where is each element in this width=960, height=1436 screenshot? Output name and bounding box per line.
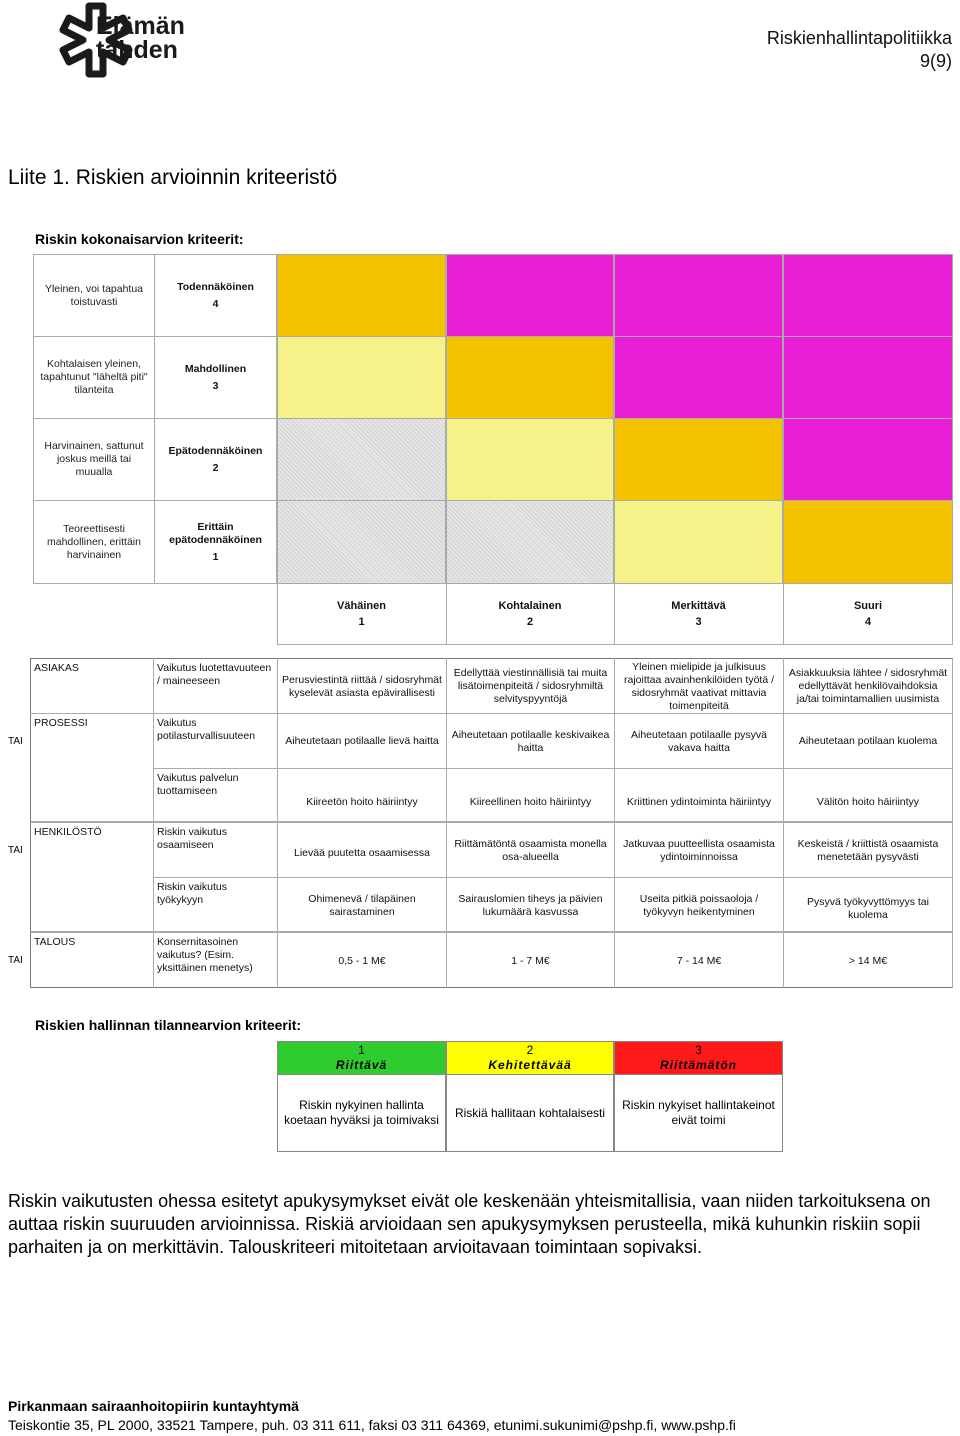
criteria-cell: Kiireellinen hoito häiriintyy xyxy=(469,795,592,808)
group-name: ASIAKAS xyxy=(34,662,79,674)
footer-org: Pirkanmaan sairaanhoitopiirin kuntayhtymä xyxy=(8,1398,299,1414)
matrix-cell xyxy=(277,336,446,419)
document-title: Riskienhallintapolitiikka xyxy=(766,28,952,48)
matrix-cell xyxy=(783,418,953,501)
criteria-label: Vaikutus palvelun tuottamiseen xyxy=(157,772,239,797)
criteria-cell: Ohimenevä / tilapäinen sairastaminen xyxy=(308,892,416,918)
matrix-row-level: Mahdollinen 3 xyxy=(154,336,277,419)
severity-label: Kohtalainen 2 xyxy=(498,600,562,628)
criteria-cell: Riittämätöntä osaamista monella osa-alueella xyxy=(454,837,607,863)
status-desc: Riskiä hallitaan kohtalaisesti xyxy=(446,1074,614,1152)
group-name: TALOUS xyxy=(34,936,76,948)
criteria-label: Riskin vaikutus työkykyyn xyxy=(157,881,228,906)
criteria-cell: Perusviestintä riittää / sidosryhmät kyselevät asiasta epävirallisesti xyxy=(282,673,442,699)
criteria-label: Riskin vaikutus osaamiseen xyxy=(157,826,228,851)
matrix-cell xyxy=(783,254,953,337)
matrix-cell xyxy=(614,418,783,501)
tai-label: TAI xyxy=(8,955,23,966)
explanation-paragraph: Riskin vaikutusten ohessa esitetyt apukysymykset eivät ole keskenään yhteismitallisia, vaan niiden tarkoituksena on auttaa riskin suuruuden arvioinnissa. Riskiä arvioidaan sen apukysymyksen perusteella, mikä kuhunkin riskiin sopii parhaiten ja on merkittävin. Talouskriteeri mitoitetaan arvioitavaan toimintaan sopivaksi. xyxy=(8,1191,931,1257)
criteria-cell: Kiireetön hoito häiriintyy xyxy=(306,795,418,808)
criteria-cell: Välitön hoito häiriintyy xyxy=(816,795,920,808)
matrix-row-desc: Yleinen, voi tapahtua toistuvasti xyxy=(33,254,155,337)
matrix-row-desc: Harvinainen, sattunut joskus meillä tai muualla xyxy=(33,418,155,501)
criteria-cell: Lievää puutetta osaamisessa xyxy=(293,847,430,859)
criteria-cell: 7 - 14 M€ xyxy=(676,954,722,967)
criteria-cell: > 14 M€ xyxy=(848,954,888,967)
matrix-cell xyxy=(446,336,614,419)
matrix-row-desc: Kohtalaisen yleinen, tapahtunut "läheltä piti" tilanteita xyxy=(33,336,155,419)
status-title: Riskien hallinnan tilannearvion kriteerit: xyxy=(35,1017,302,1033)
status-level-3: 3 Riittämätön xyxy=(614,1041,783,1075)
page-heading: Liite 1. Riskien arvioinnin kriteeristö xyxy=(8,166,338,189)
matrix-row-level: Erittäin epätodennäköinen 1 xyxy=(154,500,277,584)
status-desc: Riskin nykyiset hallintakeinot eivät toimi xyxy=(614,1074,783,1152)
severity-label: Merkittävä 3 xyxy=(671,600,726,628)
group-name: PROSESSI xyxy=(34,717,88,729)
criteria-cell: Aiheutetaan potilaalle keskivaikea haitta xyxy=(451,728,610,754)
status-level-2: 2 Kehitettävää xyxy=(446,1041,614,1075)
footer-address: Teiskontie 35, PL 2000, 33521 Tampere, puh. 03 311 611, faksi 03 311 64369, etunimi.sukunimi@pshp.fi, www.pshp.fi xyxy=(8,1417,736,1433)
criteria-cell: Pysyvä työkyvyttömyys tai kuolema xyxy=(807,895,929,921)
status-level-1: 1 Riittävä xyxy=(277,1041,446,1075)
matrix-cell xyxy=(614,336,783,419)
matrix-cell xyxy=(446,254,614,337)
criteria-cell: Aiheutetaan potilaalle lievä haitta xyxy=(285,735,439,747)
matrix-row-desc: Teoreettisesti mahdollinen, erittäin harvinainen xyxy=(33,500,155,584)
matrix-title: Riskin kokonaisarvion kriteerit: xyxy=(35,231,244,247)
severity-label: Vähäinen 1 xyxy=(337,600,386,628)
criteria-cell: Aiheutetaan potilaalle pysyvä vakava haitta xyxy=(630,728,767,754)
severity-label: Suuri 4 xyxy=(853,600,883,628)
page-number: 9(9) xyxy=(919,51,952,71)
criteria-cell: Kriittinen ydintoiminta häiriintyy xyxy=(626,795,772,808)
criteria-cell: Yleinen mielipide ja julkisuus rajoittaa avainhenkilöiden työtä / sidosryhmät vaativat mittavia toimenpiteitä xyxy=(623,660,774,712)
criteria-label: Konsernitasoinen vaikutus? (Esim. yksittäinen menetys) xyxy=(157,936,253,974)
criteria-cell: Aiheutetaan potilaan kuolema xyxy=(798,735,938,747)
criteria-cell: Useita pitkiä poissaoloja / työkyvyn heikentyminen xyxy=(639,892,759,918)
criteria-cell: Edellyttää viestinnällisiä tai muita lisätoimenpiteitä / sidosryhmiltä selvityspyyntöjä xyxy=(453,667,608,705)
matrix-cell xyxy=(446,500,614,584)
criteria-label: Vaikutus luotettavuuteen / maineeseen xyxy=(157,662,272,687)
criteria-cell: Jatkuvaa puutteellista osaamista ydintoiminnoissa xyxy=(623,837,775,863)
status-desc: Riskin nykyinen hallinta koetaan hyväksi ja toimivaksi xyxy=(277,1074,446,1152)
matrix-row-level: Epätodennäköinen 2 xyxy=(154,418,277,501)
matrix-cell xyxy=(446,418,614,501)
criteria-label: Vaikutus potilasturvallisuuteen xyxy=(157,717,256,742)
group-name: HENKILÖSTÖ xyxy=(34,826,102,838)
matrix-cell xyxy=(277,500,446,584)
logo-text: Elämän tähden xyxy=(96,12,185,64)
criteria-cell: Sairauslomien tiheys ja päivien lukumäärä kasvussa xyxy=(458,892,603,918)
criteria-cell: Asiakkuuksia lähtee / sidosryhmät edellyttävät henkilövaihdoksia ja/tai toimintamallien uusimista xyxy=(788,667,948,705)
criteria-cell: Keskeistä / kriittistä osaamista menetetään pysyvästi xyxy=(797,837,939,863)
matrix-cell xyxy=(783,500,953,584)
criteria-cell: 0,5 - 1 M€ xyxy=(338,954,386,967)
matrix-cell xyxy=(614,500,783,584)
matrix-row-level: Todennäköinen 4 xyxy=(154,254,277,337)
criteria-cell: 1 - 7 M€ xyxy=(511,954,550,967)
tai-label: TAI xyxy=(8,736,23,747)
matrix-cell xyxy=(614,254,783,337)
tai-label: TAI xyxy=(8,845,23,856)
matrix-cell xyxy=(783,336,953,419)
matrix-cell xyxy=(277,418,446,501)
matrix-cell xyxy=(277,254,446,337)
